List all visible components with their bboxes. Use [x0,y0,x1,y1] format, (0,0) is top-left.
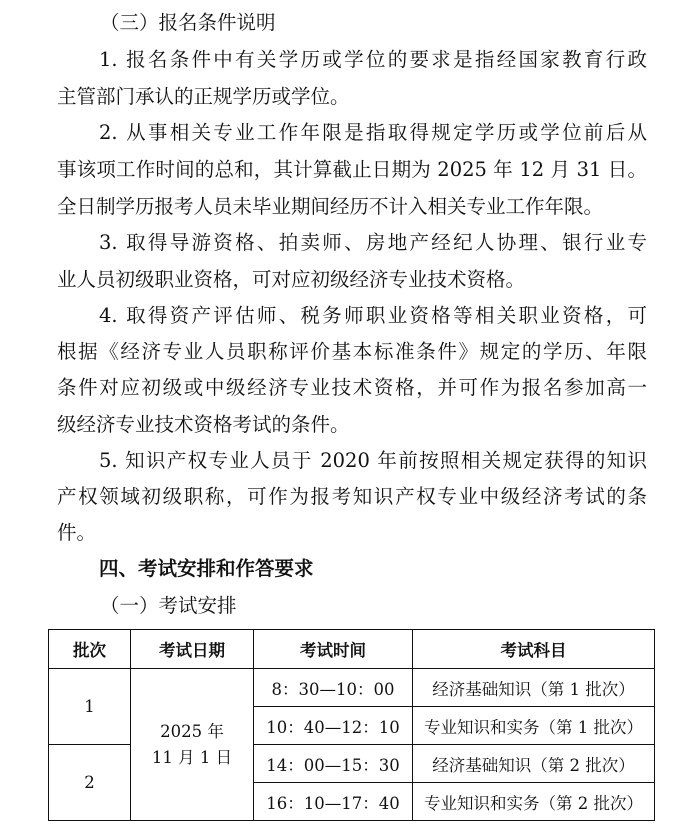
exam-subject-cell: 专业知识和实务（第 1 批次） [413,707,655,745]
exam-schedule-table [48,629,655,821]
exam-subject-cell: 经济基础知识（第 1 批次） [413,669,655,707]
paragraph-2-line-3: 全日制学历报考人员未毕业期间经历不计入相关专业工作年限。 [57,195,604,218]
paragraph-4-line-1: 4. 取得资产评估师、税务师职业资格等相关职业资格，可 [99,304,647,327]
batch-cell: 1 [49,669,131,745]
exam-date-year: 2025 年 [160,721,224,741]
exam-time-cell: 16：10—17：40 [254,783,413,821]
exam-date-day: 11 月 1 日 [151,747,233,767]
paragraph-4-line-2: 根据《经济专业人员职称评价基本标准条件》规定的学历、年限 [57,340,647,363]
paragraph-5-line-1: 5. 知识产权专业人员于 2020 年前按照相关规定获得的知识 [99,449,647,472]
header-exam-time: 考试时间 [254,630,413,669]
paragraph-4-line-3: 条件对应初级或中级经济专业技术资格，并可作为报名参加高一 [57,376,647,399]
header-exam-date: 考试日期 [131,630,254,669]
paragraph-3-line-1: 3. 取得导游资格、拍卖师、房地产经纪人协理、银行业专 [99,231,647,254]
exam-subject-cell: 专业知识和实务（第 2 批次） [413,783,655,821]
exam-section-heading: 四、考试安排和作答要求 [99,557,314,580]
paragraph-5-line-2: 产权领域初级职称，可作为报考知识产权专业中级经济考试的条 [57,485,647,508]
exam-subject-cell: 经济基础知识（第 2 批次） [413,745,655,783]
header-exam-subject: 考试科目 [413,630,655,669]
paragraph-2-line-2: 事该项工作时间的总和，其计算截止日期为 2025 年 12 月 31 日。 [57,158,647,181]
exam-time-cell: 8：30—10：00 [254,669,413,707]
paragraph-2-line-1: 2. 从事相关专业工作年限是指取得规定学历或学位前后从 [99,121,647,144]
paragraph-3-line-2: 业人员初级职业资格，可对应初级经济专业技术资格。 [57,268,526,291]
header-batch: 批次 [49,630,131,669]
table-row [49,669,655,707]
exam-time-cell: 14：00—15：30 [254,745,413,783]
paragraph-5-line-3: 件。 [57,521,97,544]
exam-time-cell: 10：40—12：10 [254,707,413,745]
exam-date-cell [131,669,254,821]
paragraph-4-line-4: 级经济专业技术资格考试的条件。 [57,413,350,436]
paragraph-1-line-2: 主管部门承认的正规学历或学位。 [57,85,350,108]
paragraph-1-line-1: 1. 报名条件中有关学历或学位的要求是指经国家教育行政 [99,48,647,71]
conditions-heading: （三）报名条件说明 [100,11,276,34]
exam-schedule-subheading: （一）考试安排 [100,594,237,617]
batch-cell: 2 [49,745,131,821]
table-header-row [49,630,655,669]
